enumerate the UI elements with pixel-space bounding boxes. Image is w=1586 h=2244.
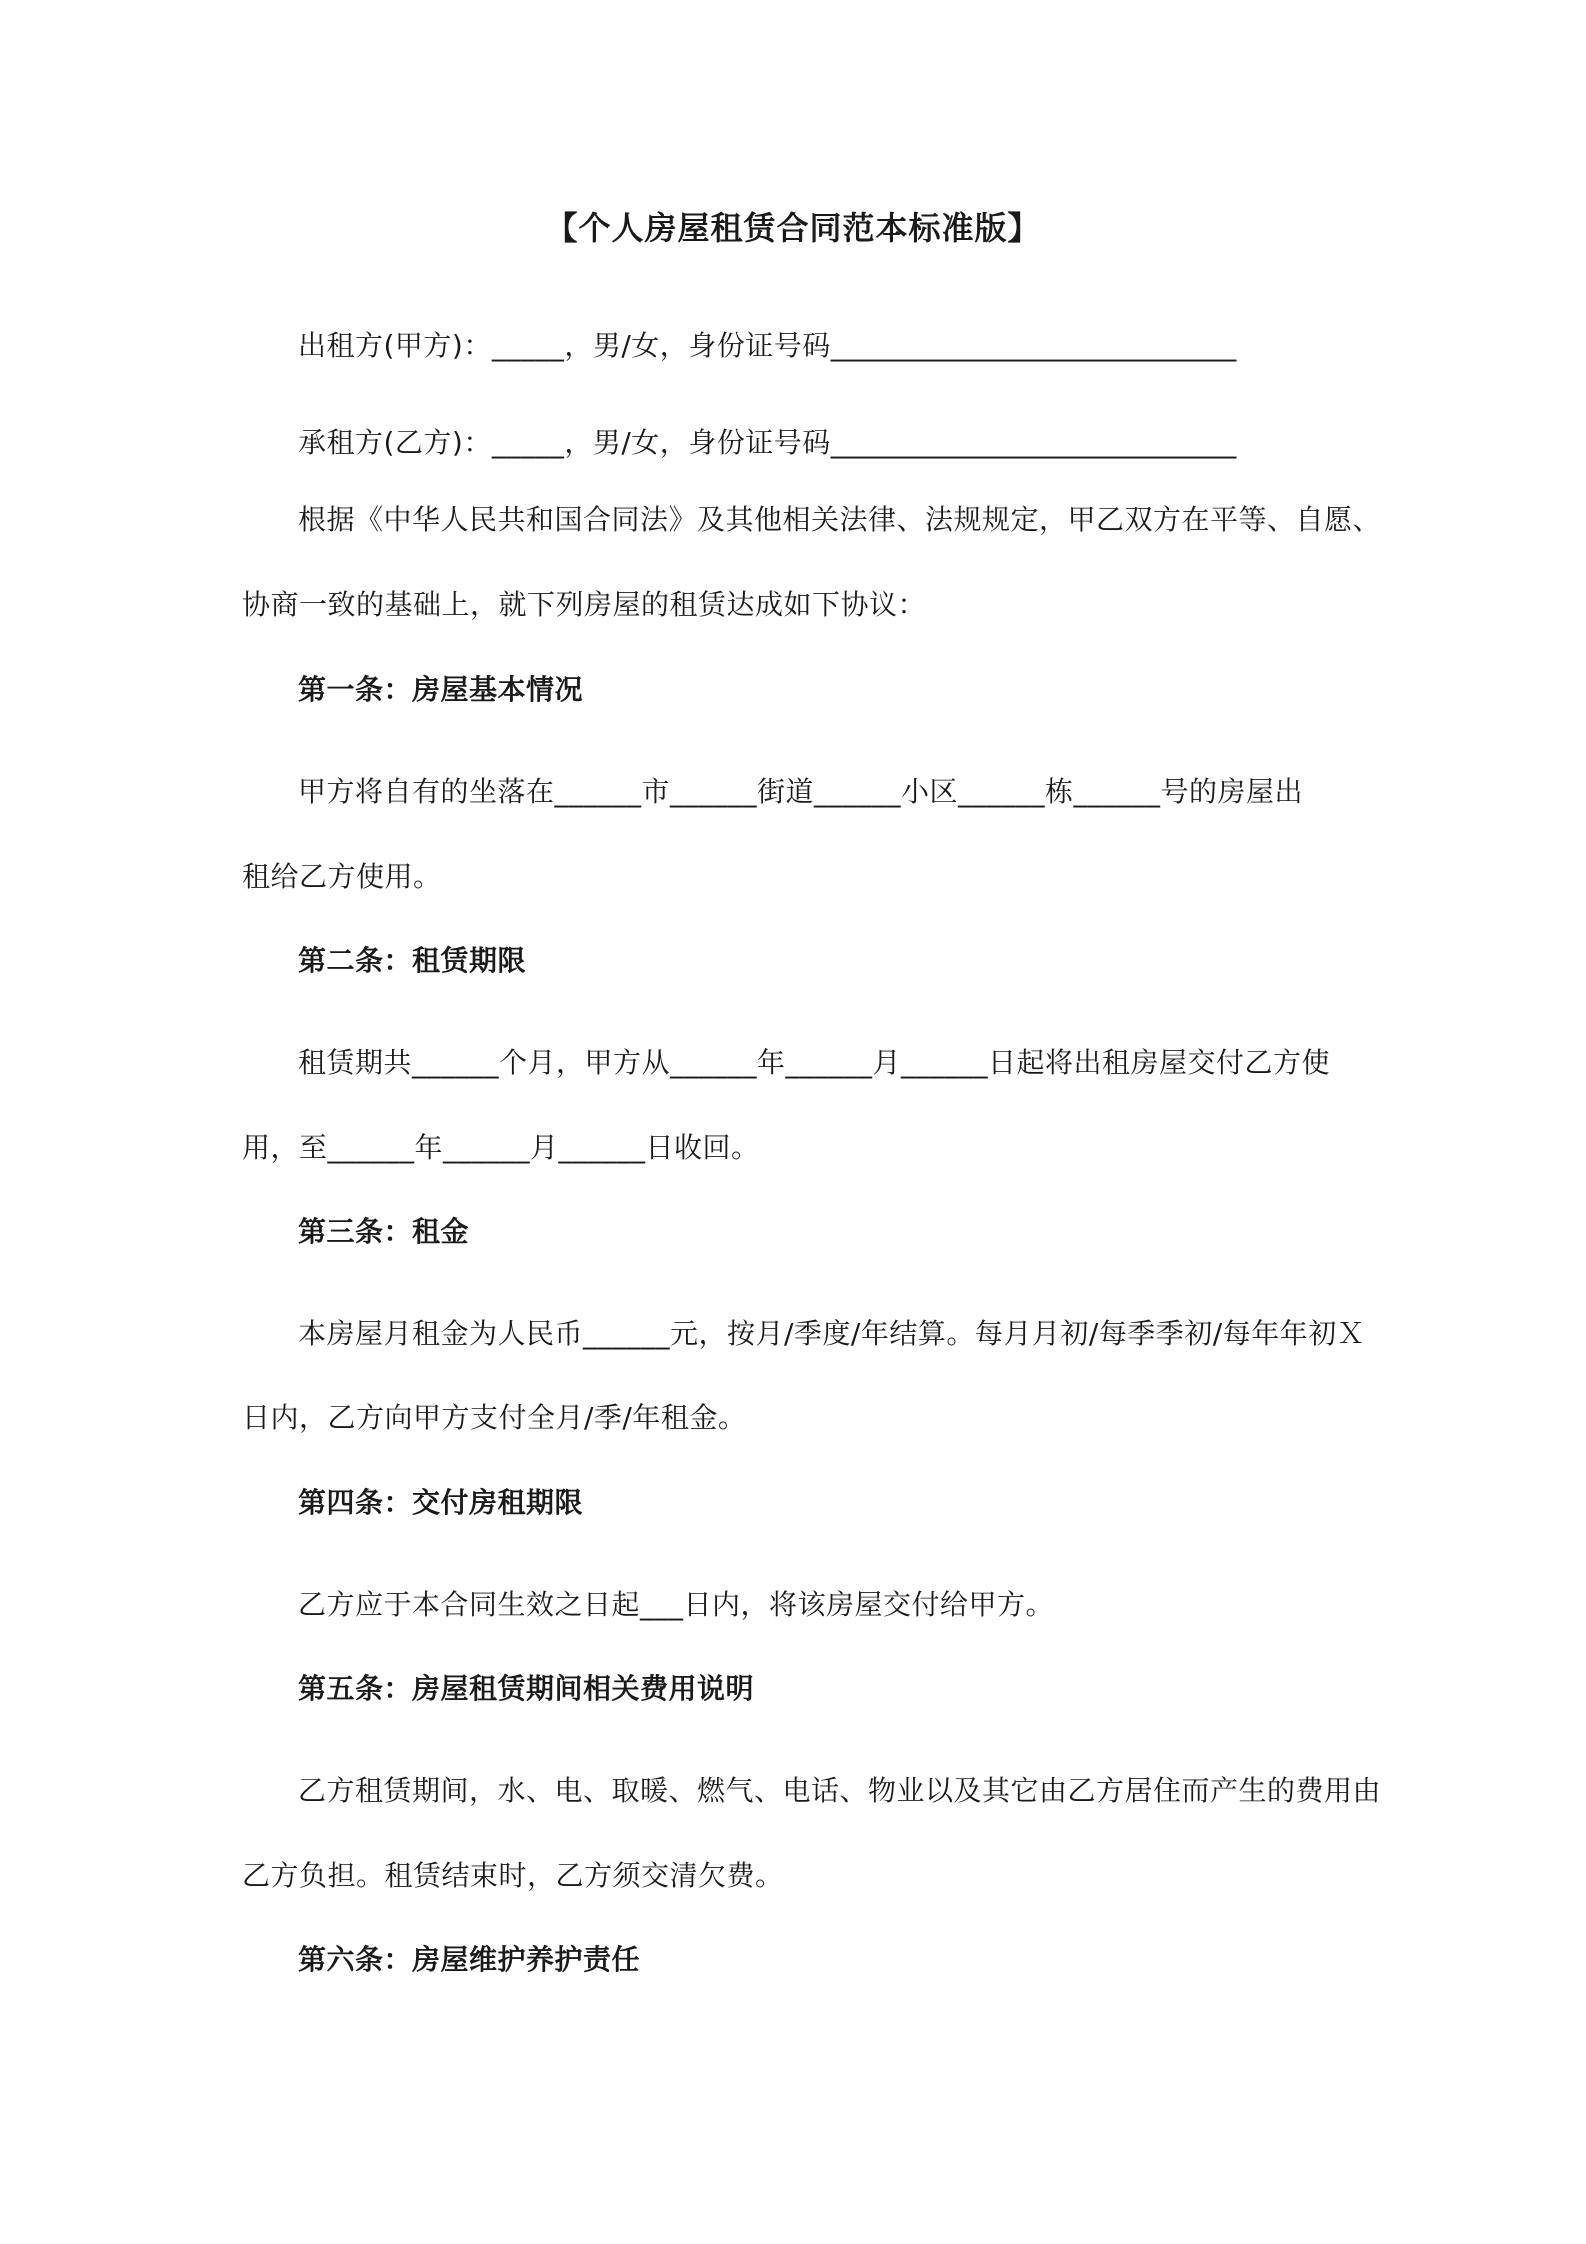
article-4-heading: 第四条：交付房租期限 xyxy=(298,1486,584,1519)
article-5-text-1: 乙方租赁期间，水、电、取暖、燃气、电话、物业以及其它由乙方居住而产生的费用由 xyxy=(298,1774,1382,1807)
article-2-text-2: 用，至______年______月______日收回。 xyxy=(242,1131,760,1164)
document-title: 【个人房屋租赁合同范本标准版】 xyxy=(545,209,1041,247)
article-1-text-2: 租给乙方使用。 xyxy=(242,860,442,893)
article-1-text-1: 甲方将自有的坐落在______市______街道______小区______栋______号的房屋出 xyxy=(298,775,1304,808)
lessor-line: 出租方(甲方)：_____，男/女，身份证号码____________________________ xyxy=(298,329,1237,362)
lessee-line: 承租方(乙方)：_____，男/女，身份证号码____________________________ xyxy=(298,426,1237,459)
preamble-line-1: 根据《中华人民共和国合同法》及其他相关法律、法规规定，甲乙双方在平等、自愿、 xyxy=(298,503,1382,536)
article-3-text-2: 日内，乙方向甲方支付全月/季/年租金。 xyxy=(242,1401,747,1434)
article-4-text: 乙方应于本合同生效之日起___日内，将该房屋交付给甲方。 xyxy=(298,1588,1055,1621)
article-5-text-2: 乙方负担。租赁结束时，乙方须交清欠费。 xyxy=(242,1859,784,1892)
preamble-line-2: 协商一致的基础上，就下列房屋的租赁达成如下协议： xyxy=(242,588,927,621)
article-2-heading: 第二条：租赁期限 xyxy=(298,944,527,977)
article-6-heading: 第六条：房屋维护养护责任 xyxy=(298,1943,641,1976)
article-3-text-1: 本房屋月租金为人民币______元，按月/季度/年结算。每月月初/每季季初/每年年初Ｘ xyxy=(298,1317,1366,1350)
article-1-heading: 第一条：房屋基本情况 xyxy=(298,673,584,706)
article-3-heading: 第三条：租金 xyxy=(298,1215,470,1248)
article-2-text-1: 租赁期共______个月，甲方从______年______月______日起将出租房屋交付乙方使 xyxy=(298,1046,1331,1079)
article-5-heading: 第五条：房屋租赁期间相关费用说明 xyxy=(298,1672,755,1705)
